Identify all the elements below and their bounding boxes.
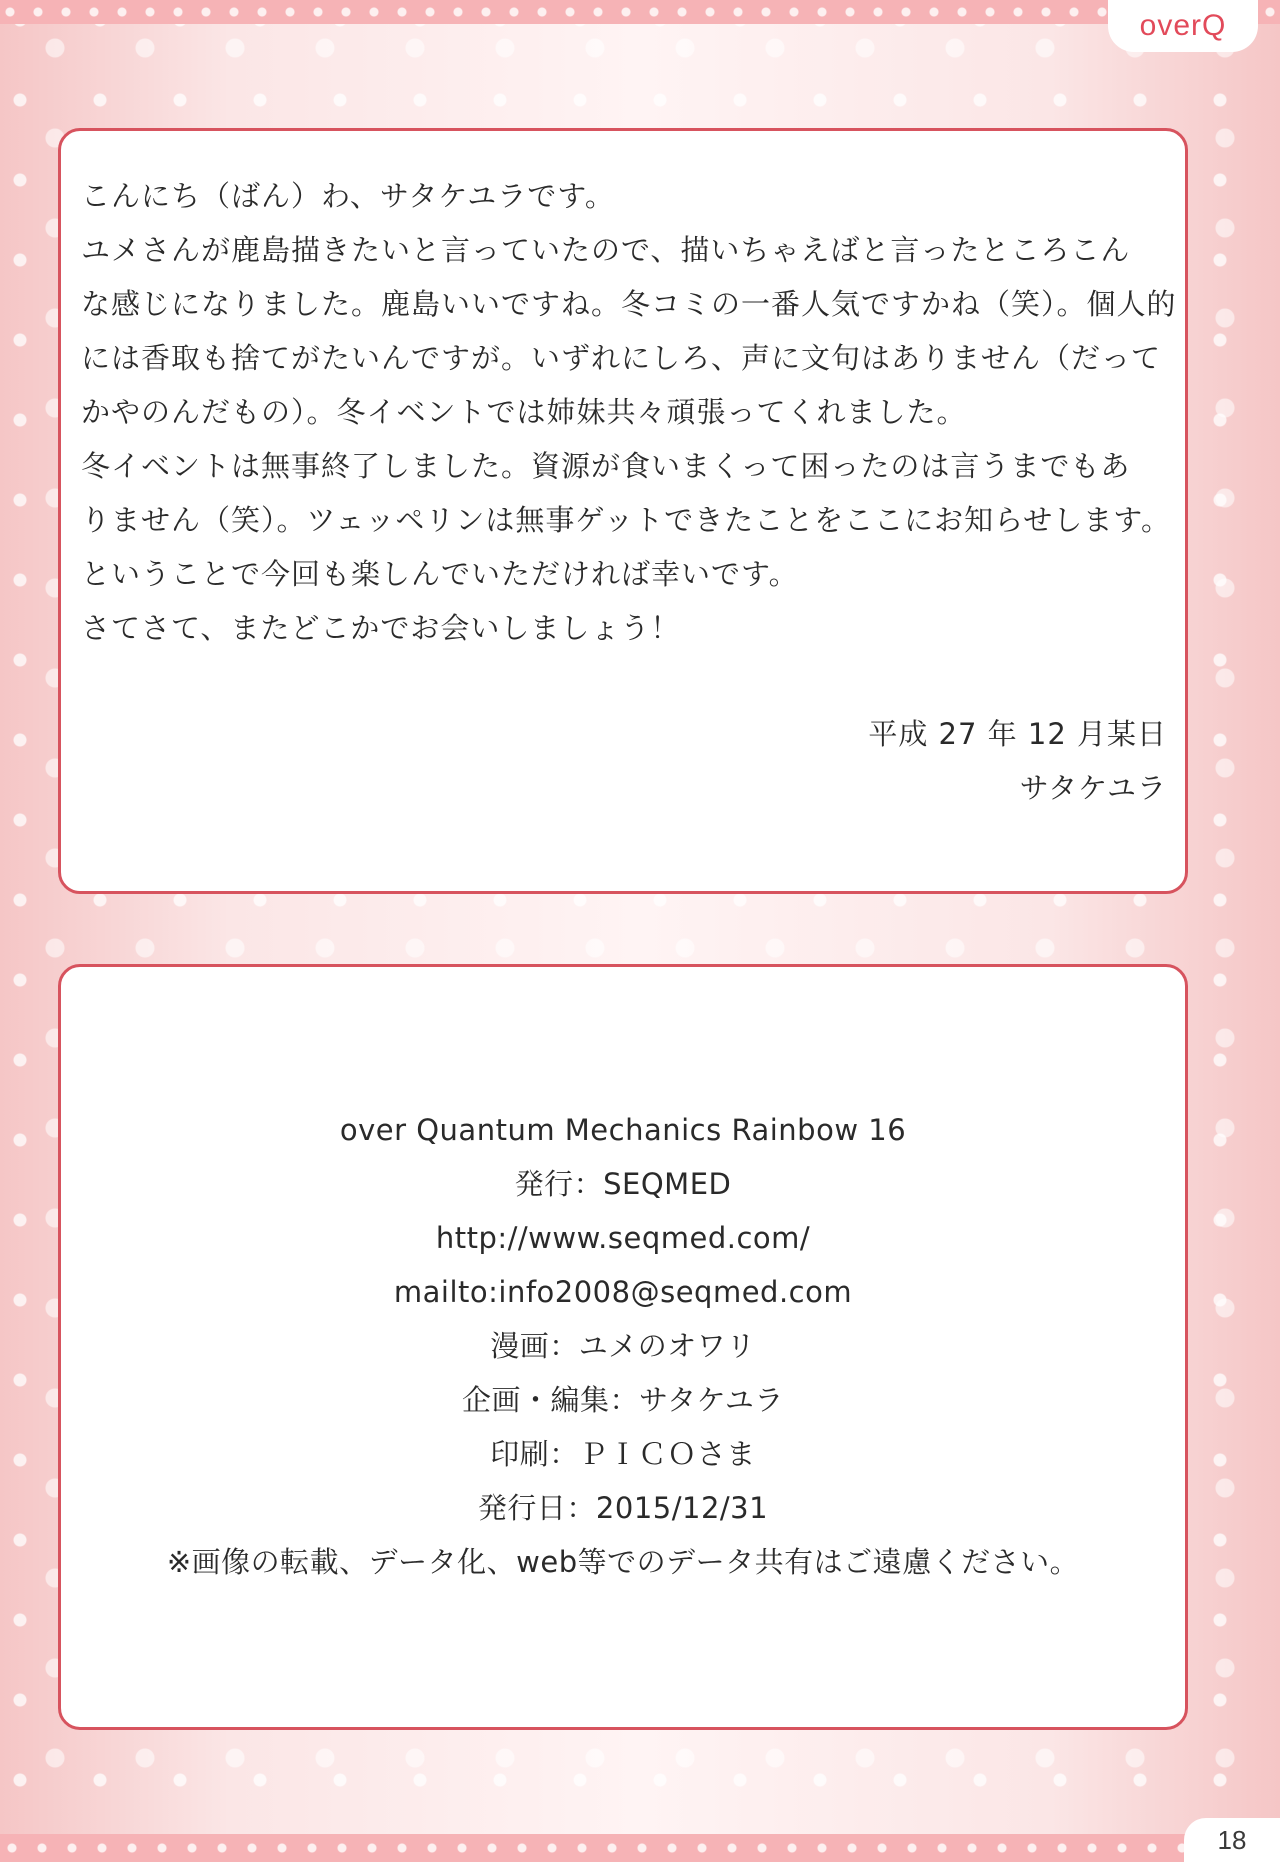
afterword-line: な感じになりました。鹿島いいですね。冬コミの一番人気ですかね（笑）。個人的 bbox=[81, 287, 1177, 321]
colophon-url: http://www.seqmed.com/ bbox=[435, 1221, 811, 1255]
top-decorative-band bbox=[0, 0, 1280, 24]
signature-author: サタケユラ bbox=[1019, 771, 1167, 805]
signature-block bbox=[868, 707, 1167, 815]
colophon-mail: mailto:info2008@seqmed.com bbox=[393, 1275, 853, 1309]
afterword-line: りません（笑）。ツェッペリンは無事ゲットできたことをここにお知らせします。 bbox=[81, 503, 1171, 537]
colophon-notice: ※画像の転載、データ化、web等でのデータ共有はご遠慮ください。 bbox=[166, 1545, 1080, 1579]
afterword-line: 冬イベントは無事終了しました。資源が食いまくって困ったのは言うまでもあ bbox=[81, 449, 1131, 483]
afterword-line: かやのんだもの）。冬イベントでは姉妹共々頑張ってくれました。 bbox=[81, 395, 967, 429]
brand-tab bbox=[1108, 0, 1258, 52]
colophon-printing: 印刷：ＰＩＣＯさま bbox=[490, 1437, 756, 1471]
colophon-planning: 企画・編集：サタケユラ bbox=[462, 1383, 784, 1417]
afterword-line: さてさて、またどこかでお会いしましょう！ bbox=[81, 611, 681, 645]
bottom-decorative-band bbox=[0, 1834, 1280, 1862]
colophon-title: over Quantum Mechanics Rainbow 16 bbox=[339, 1113, 907, 1147]
page-number-tab bbox=[1184, 1818, 1280, 1862]
afterword-text bbox=[81, 169, 1177, 655]
colophon-card bbox=[58, 964, 1188, 1730]
afterword-line: ユメさんが鹿島描きたいと言っていたので、描いちゃえばと言ったところこん bbox=[81, 233, 1131, 267]
colophon-issue-date: 発行日：2015/12/31 bbox=[477, 1491, 769, 1525]
signature-date: 平成 27 年 12 月某日 bbox=[868, 717, 1167, 751]
colophon-publisher: 発行：SEQMED bbox=[514, 1167, 732, 1201]
afterword-line: ということで今回も楽しんでいただければ幸いです。 bbox=[81, 557, 799, 591]
afterword-line: には香取も捨てがたいんですが。いずれにしろ、声に文句はありません（だって bbox=[81, 341, 1162, 375]
page-number: 18 bbox=[1217, 1824, 1247, 1855]
colophon-text bbox=[61, 1103, 1185, 1589]
afterword-line: こんにち（ばん）わ、サタケユラです。 bbox=[81, 179, 615, 213]
colophon-manga: 漫画：ユメのオワリ bbox=[490, 1329, 756, 1363]
brand-logo: overQ bbox=[1139, 9, 1227, 42]
afterword-card bbox=[58, 128, 1188, 894]
